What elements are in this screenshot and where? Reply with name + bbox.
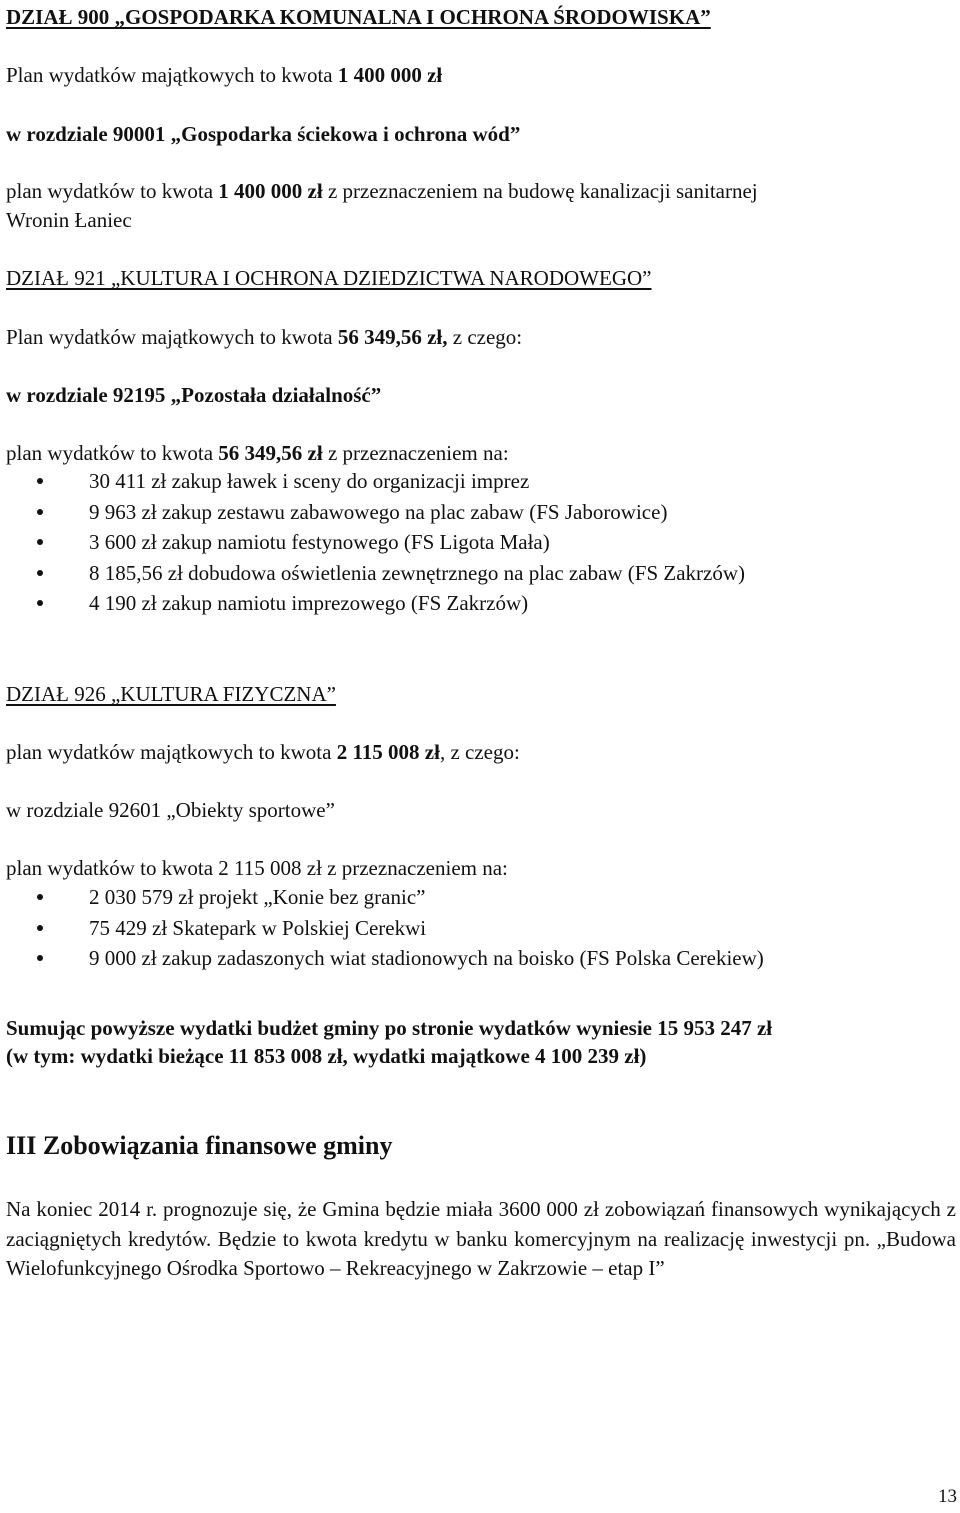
detail-921 — [6, 440, 509, 466]
rozdzial-90001: w rozdziale 90001 „Gospodarka ściekowa i ochrona wód” — [6, 122, 521, 146]
plan-921-prefix: Plan wydatków majątkowych to kwota — [6, 325, 338, 349]
plan-926-amount: 2 115 008 zł — [336, 740, 440, 764]
detail-900-prefix: plan wydatków to kwota — [6, 179, 219, 203]
plan-921-suffix: z czego: — [447, 325, 523, 349]
bullet-icon — [37, 509, 43, 515]
detail-900-suffix: z przeznaczeniem na budowę kanalizacji sanitarnej — [322, 179, 758, 203]
bullet-list-926 — [0, 884, 764, 976]
plan-900-amount: 1 400 000 zł — [337, 63, 443, 87]
list-item: 9 000 zł zakup zadaszonych wiat stadionowych na boisko (FS Polska Cerekiew) — [0, 945, 764, 976]
bullet-icon — [37, 894, 43, 900]
plan-921 — [6, 324, 522, 350]
list-item: 9 963 zł zakup zestawu zabawowego na plac zabaw (FS Jaborowice) — [0, 499, 745, 530]
list-item: 30 411 zł zakup ławek i sceny do organizacji imprez — [0, 468, 745, 499]
plan-926 — [6, 739, 520, 765]
section-heading-921: DZIAŁ 921 „KULTURA I OCHRONA DZIEDZICTWA NARODOWEGO” — [6, 266, 652, 290]
section-heading-926: DZIAŁ 926 „KULTURA FIZYCZNA” — [6, 682, 336, 706]
detail-900-amount: 1 400 000 zł — [218, 179, 323, 203]
bullet-icon — [37, 955, 43, 961]
plan-900-prefix: Plan wydatków majątkowych to kwota — [6, 63, 338, 87]
bullet-icon — [37, 925, 43, 931]
detail-921-suffix: z przeznaczeniem na: — [322, 441, 509, 465]
bullet-list-921 — [0, 468, 745, 621]
detail-926: plan wydatków to kwota 2 115 008 zł z przeznaczeniem na: — [6, 856, 508, 880]
list-item: 3 600 zł zakup namiotu festynowego (FS Ligota Mała) — [0, 529, 745, 560]
rozdzial-92601: w rozdziale 92601 „Obiekty sportowe” — [6, 798, 335, 822]
plan-926-suffix: , z czego: — [439, 740, 520, 764]
plan-926-prefix: plan wydatków majątkowych to kwota — [6, 740, 337, 764]
summary-line-2: (w tym: wydatki bieżące 11 853 008 zł, wydatki majątkowe 4 100 239 zł) — [6, 1044, 647, 1068]
detail-900 — [6, 178, 758, 204]
detail-921-prefix: plan wydatków to kwota — [6, 441, 219, 465]
bullet-icon — [37, 570, 43, 576]
detail-921-amount: 56 349,56 zł — [218, 441, 323, 465]
plan-900 — [6, 62, 442, 88]
rozdzial-92195: w rozdziale 92195 „Pozostała działalność” — [6, 383, 382, 407]
list-item: 75 429 zł Skatepark w Polskiej Cerekwi — [0, 915, 764, 946]
bullet-icon — [37, 539, 43, 545]
list-item: 8 185,56 zł dobudowa oświetlenia zewnętrznego na plac zabaw (FS Zakrzów) — [0, 560, 745, 591]
bullet-icon — [37, 478, 43, 484]
section-heading-900: DZIAŁ 900 „GOSPODARKA KOMUNALNA I OCHRONA ŚRODOWISKA” — [6, 5, 711, 29]
page-number: 13 — [938, 1486, 957, 1507]
bullet-icon — [37, 600, 43, 606]
detail-900-line2: Wronin Łaniec — [6, 208, 132, 232]
list-item: 2 030 579 zł projekt „Konie bez granic” — [0, 884, 764, 915]
plan-921-amount: 56 349,56 zł, — [337, 325, 448, 349]
summary-line-1: Sumując powyższe wydatki budżet gminy po stronie wydatków wyniesie 15 953 247 zł — [6, 1016, 773, 1040]
list-item: 4 190 zł zakup namiotu imprezowego (FS Zakrzów) — [0, 590, 745, 621]
section-iii-paragraph: Na koniec 2014 r. prognozuje się, że Gmina będzie miała 3600 000 zł zobowiązań finansowych wynikających z zaciągniętych kredytów. Będzie to kwota kredytu w banku komercyjnym na realizację inwestycji pn. „Budowa Wielofunkcyjnego Ośrodka Sportowo – Rekreacyjnego w Zakrzowie – etap I” — [6, 1197, 956, 1281]
section-heading-iii: III Zobowiązania finansowe gminy — [6, 1131, 393, 1160]
